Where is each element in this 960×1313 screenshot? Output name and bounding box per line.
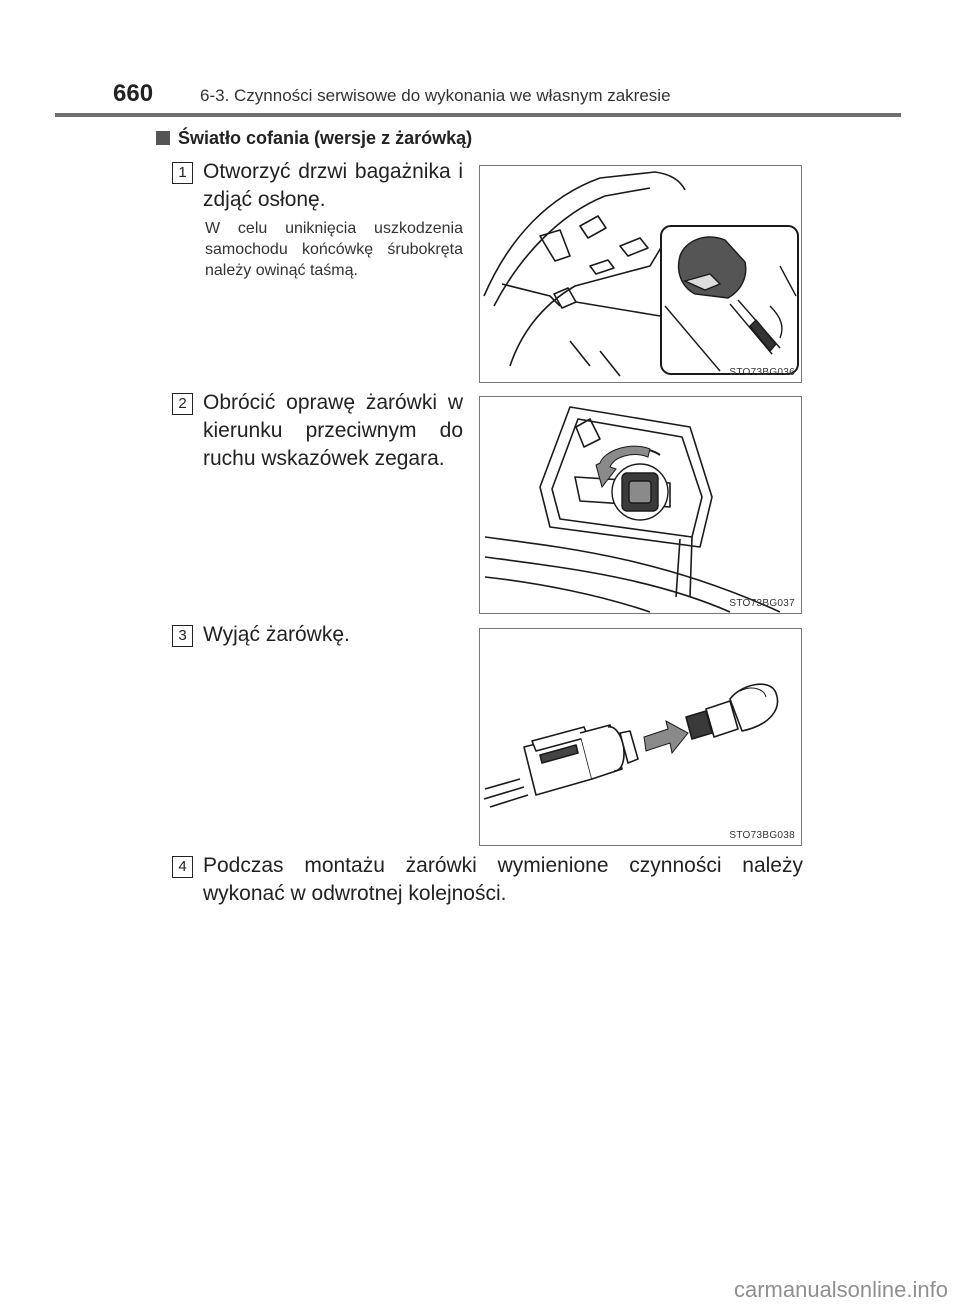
step-number-2: 2 (172, 393, 193, 415)
figure-code: STO73BG036 (729, 367, 795, 378)
step-1-text: Otworzyć drzwi bagażnika i zdjąć osłonę. (203, 160, 463, 211)
tailgate-illustration (480, 166, 802, 383)
figure-code: STO73BG038 (729, 830, 795, 841)
step-1-note: W celu uniknięcia uszkodzenia samochodu końcówkę śrubokręta należy owinąć taśmą. (205, 220, 463, 279)
header-title: 6-3. Czynności serwisowe do wykonania we własnym zakresie (200, 86, 671, 105)
socket-rotate-illustration (480, 397, 802, 614)
step-4-text: Podczas montażu żarówki wymienione czynności należy wykonać w odwrotnej kolejności. (203, 854, 803, 905)
step-number-4: 4 (172, 856, 193, 878)
bulb-removal-illustration (480, 629, 802, 846)
header-rule (55, 113, 901, 117)
page-number: 660 (113, 80, 154, 107)
square-bullet-icon (156, 131, 170, 145)
figure-tailgate-cover (479, 165, 802, 383)
figure-code: STO73BG037 (729, 598, 795, 609)
section-heading-text: Światło cofania (wersje z żarówką) (178, 128, 473, 148)
step-number-1: 1 (172, 162, 193, 184)
section-heading (156, 128, 472, 149)
figure-bulb-socket-rotate (479, 396, 802, 614)
figure-bulb-removal (479, 628, 802, 846)
watermark: carmanualsonline.info (733, 1277, 948, 1302)
step-2-text: Obrócić oprawę żarówki w kierunku przeciwnym do ruchu wskazówek zegara. (203, 391, 463, 470)
step-number-3: 3 (172, 625, 193, 647)
step-3-text: Wyjąć żarówkę. (203, 623, 350, 646)
